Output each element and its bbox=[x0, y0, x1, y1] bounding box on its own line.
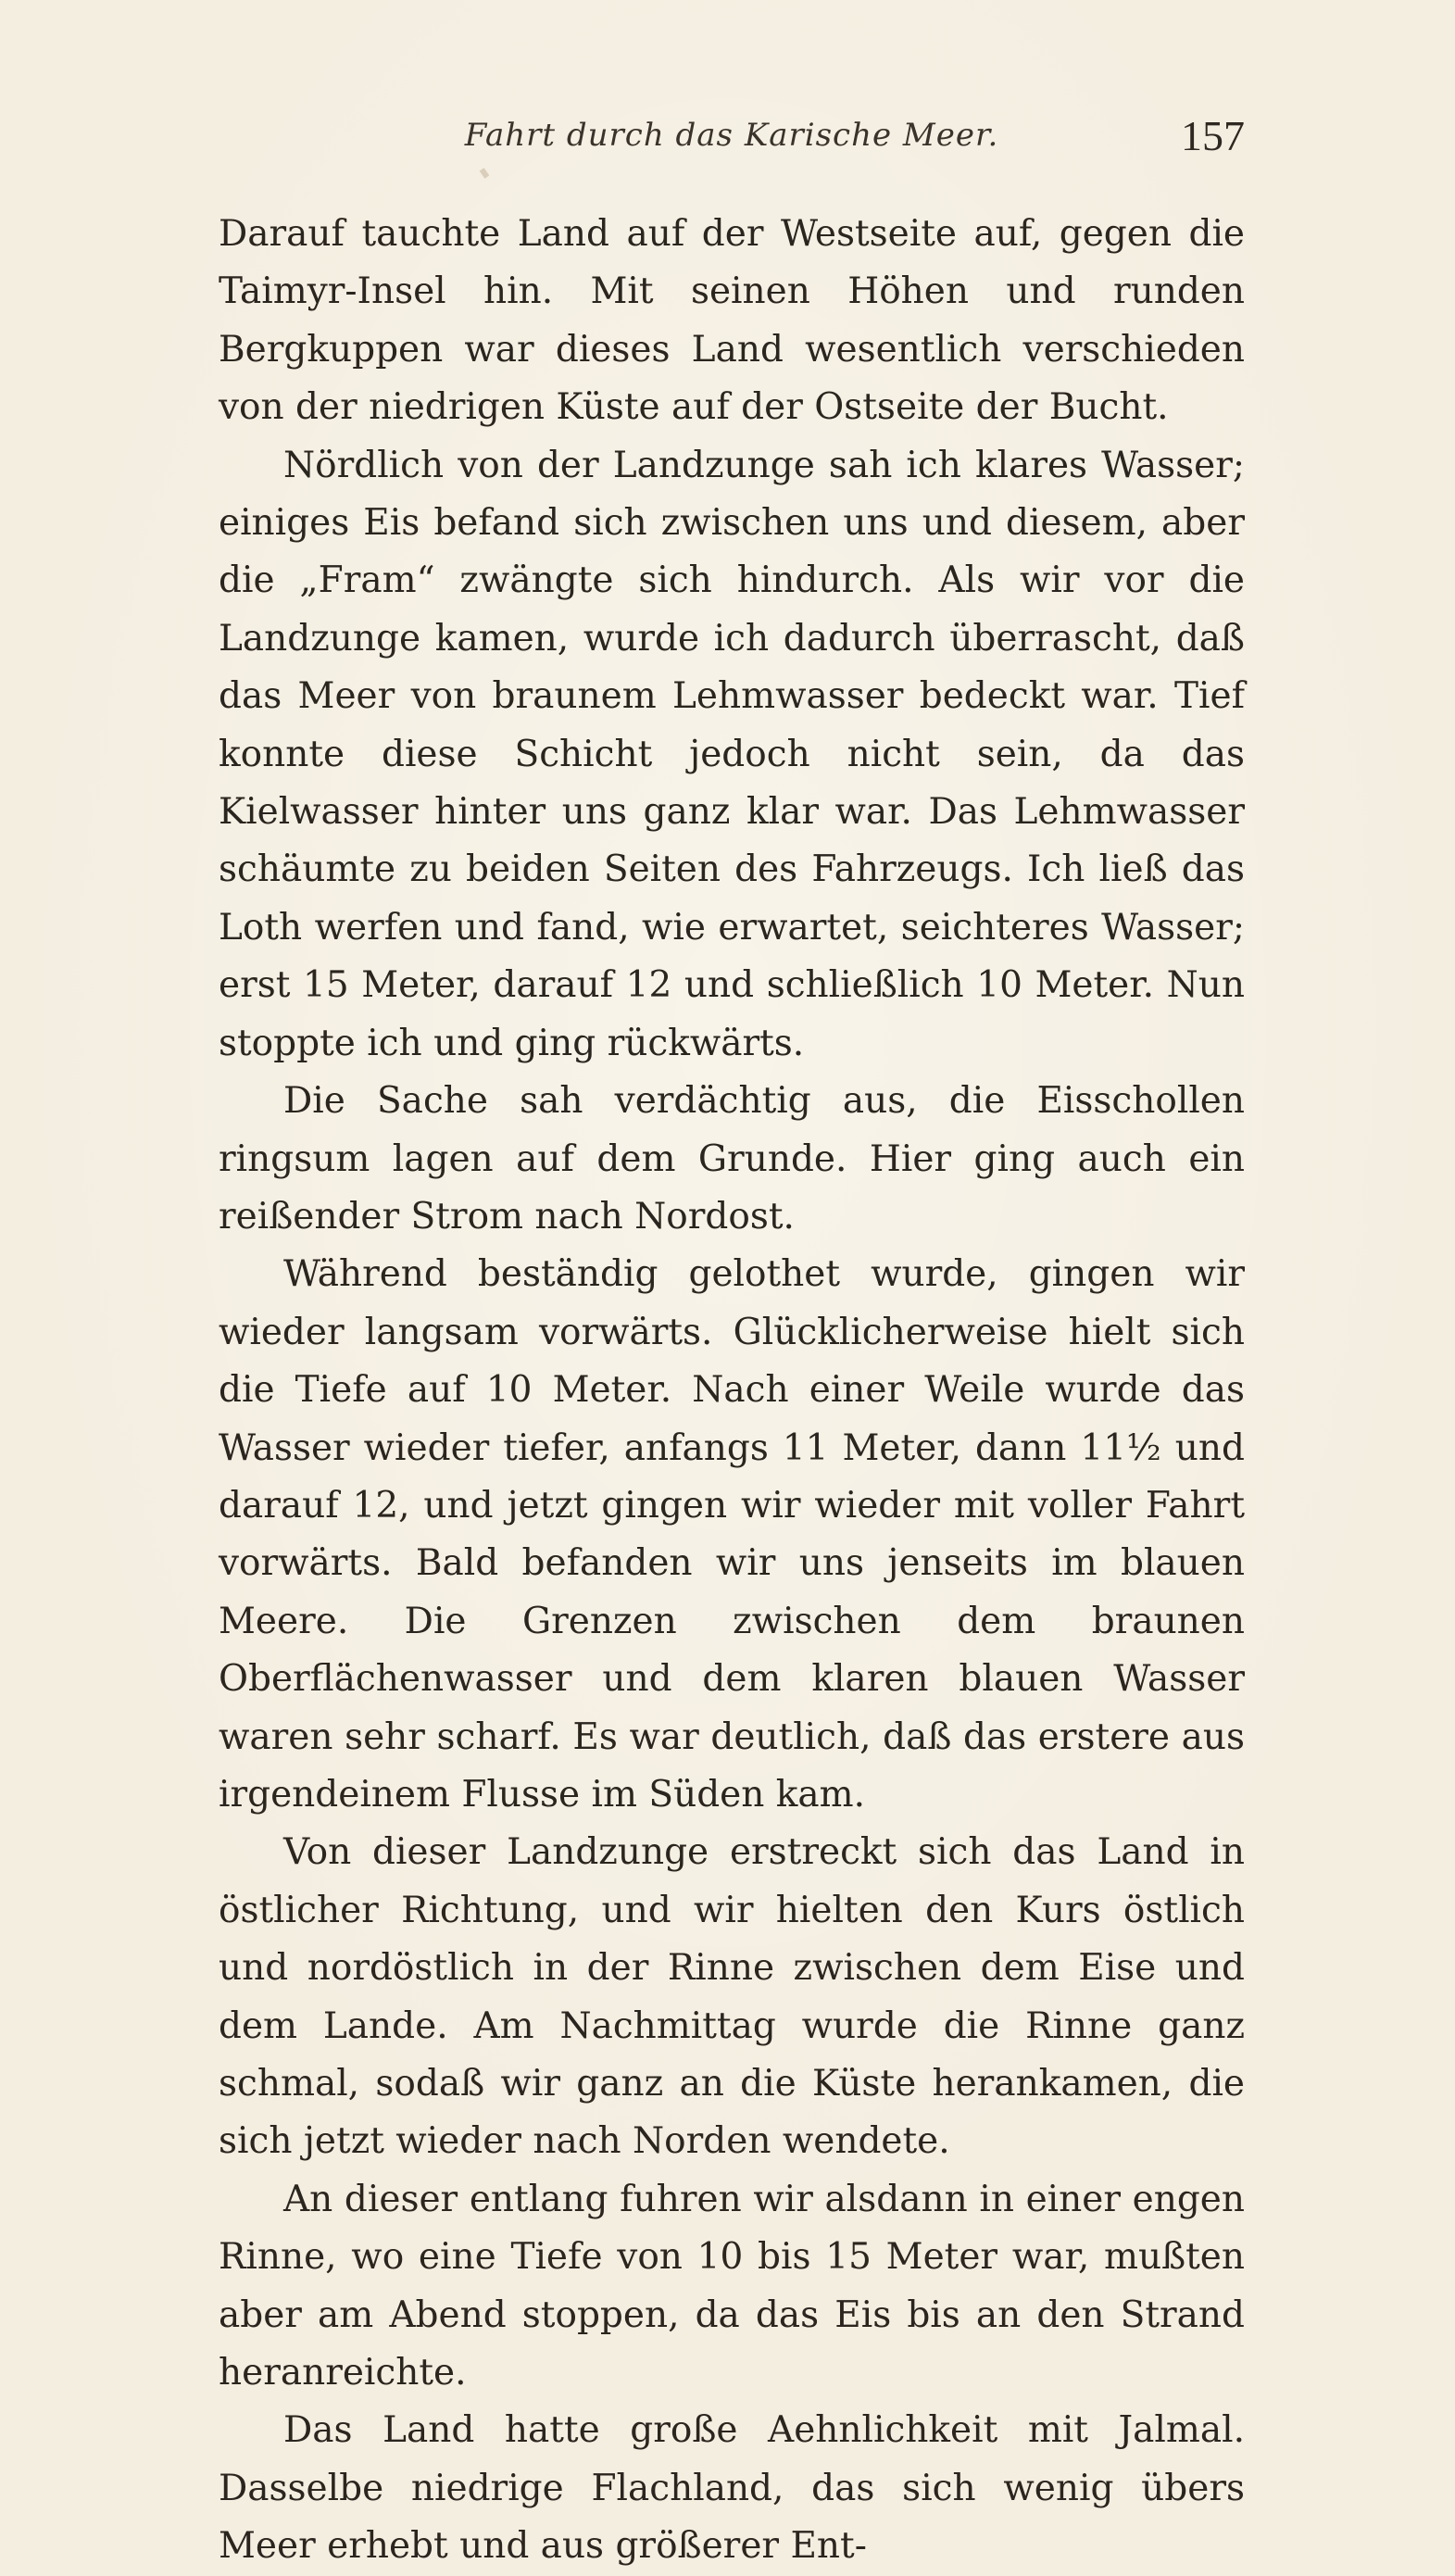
paragraph: Die Sache sah verdächtig aus, die Eisschollen ringsum lagen auf dem Grunde. Hier ging auch ein reißender Strom nach Nordost. bbox=[219, 1080, 1245, 1238]
paragraph: Von dieser Landzunge erstreckt sich das Land in östlicher Richtung, und wir hielten den Kurs östlich und nordöstlich in der Rinne zwischen dem Eise und dem Lande. Am Nachmittag wurde die Rinne ganz schmal, sodaß wir ganz an die Küste herankamen, die sich jetzt wieder nach Norden wendete. bbox=[219, 1831, 1245, 2163]
ink-speck bbox=[480, 168, 490, 179]
paragraph: Darauf tauchte Land auf der Westseite auf, gegen die Taimyr-Insel hin. Mit seinen Höhen und runden Bergkuppen war dieses Land wesentlich verschieden von der niedrigen Küste auf der Ostseite der Bucht. bbox=[219, 213, 1245, 429]
running-title: Fahrt durch das Karische Meer. bbox=[464, 117, 999, 154]
paragraph: An dieser entlang fuhren wir alsdann in einer engen Rinne, wo eine Tiefe von 10 bis 15 Meter war, mußten aber am Abend stoppen, da das Eis bis an den Strand heranreichte. bbox=[219, 2178, 1245, 2394]
paragraph: Das Land hatte große Aehnlichkeit mit Jalmal. Dasselbe niedrige Flachland, das sich wenig übers Meer erhebt und aus größerer Ent- bbox=[219, 2409, 1245, 2568]
page-number: 157 bbox=[1181, 112, 1245, 159]
paragraph: Während beständig gelothet wurde, gingen wir wieder langsam vorwärts. Glücklicherweise hielt sich die Tiefe auf 10 Meter. Nach einer Weile wurde das Wasser wieder tiefer, anfangs 11 Meter, dann 11½ und darauf 12, und jetzt gingen wir wieder mit voller Fahrt vorwärts. Bald befanden wir uns jenseits im blauen Meere. Die Grenzen zwischen dem braunen Oberflächenwasser und dem klaren blauen Wasser waren sehr scharf. Es war deutlich, daß das erstere aus irgendeinem Flusse im Süden kam. bbox=[219, 1253, 1245, 1816]
paragraph: Nördlich von der Landzunge sah ich klares Wasser; einiges Eis befand sich zwischen uns und diesem, aber die „Fram“ zwängte sich hindurch. Als wir vor die Landzunge kamen, wurde ich dadurch überrascht, daß das Meer von braunem Lehmwasser bedeckt war. Tief konnte diese Schicht jedoch nicht sein, da das Kielwasser hinter uns ganz klar war. Das Lehmwasser schäumte zu beiden Seiten des Fahrzeugs. Ich ließ das Loth werfen und fand, wie erwartet, seichteres Wasser; erst 15 Meter, darauf 12 und schließlich 10 Meter. Nun stoppte ich und ging rückwärts. bbox=[219, 444, 1245, 1064]
body-text bbox=[219, 206, 1245, 2576]
page-header bbox=[219, 111, 1245, 167]
